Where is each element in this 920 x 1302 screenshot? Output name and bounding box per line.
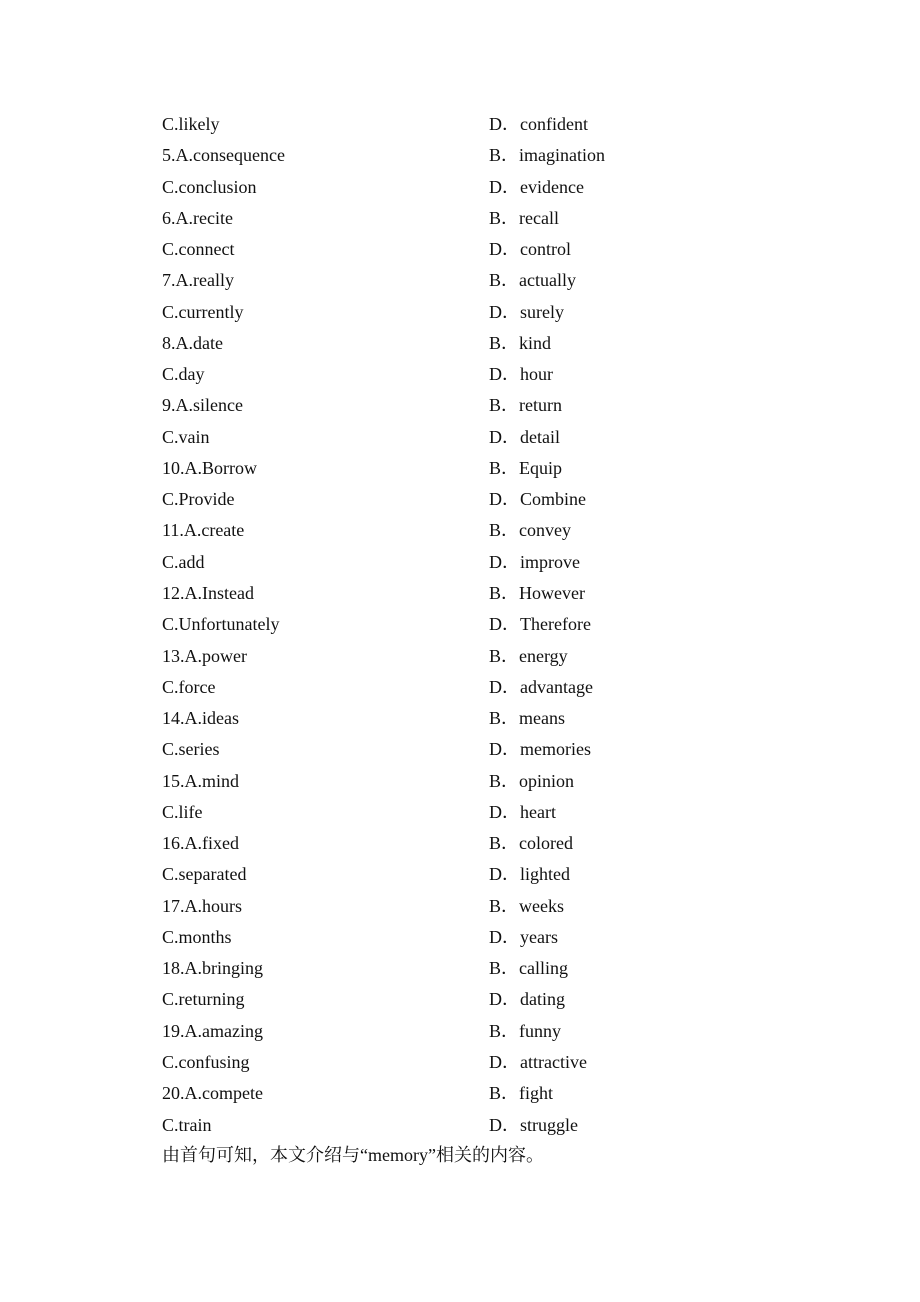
option-right: D．dating <box>489 989 565 1010</box>
option-row <box>162 610 682 641</box>
option-left: 19.A.amazing <box>162 1020 263 1041</box>
option-row <box>162 110 682 141</box>
option-right: B．weeks <box>489 895 564 916</box>
option-left: C.life <box>162 801 203 822</box>
option-right: D．attractive <box>489 1051 587 1072</box>
option-right: D．years <box>489 926 558 947</box>
option-row <box>162 704 682 735</box>
option-row <box>162 1048 682 1079</box>
option-row <box>162 141 682 172</box>
option-right: D．surely <box>489 301 564 322</box>
option-row <box>162 391 682 422</box>
option-right: D．Therefore <box>489 614 591 635</box>
option-row <box>162 454 682 485</box>
option-left: 10.A.Borrow <box>162 457 257 478</box>
option-left: 16.A.fixed <box>162 833 239 854</box>
option-left: 7.A.really <box>162 270 234 291</box>
option-row <box>162 266 682 297</box>
option-row <box>162 360 682 391</box>
option-left: 17.A.hours <box>162 895 242 916</box>
option-right: D．heart <box>489 801 556 822</box>
option-left: 15.A.mind <box>162 770 240 791</box>
option-left: C.series <box>162 739 220 760</box>
option-left: 6.A.recite <box>162 207 233 228</box>
option-left: C.force <box>162 676 216 697</box>
option-row <box>162 642 682 673</box>
option-left: 5.A.consequence <box>162 145 285 166</box>
option-row <box>162 173 682 204</box>
option-left: C.Provide <box>162 489 235 510</box>
option-right: D．struggle <box>489 1114 578 1135</box>
option-left: C.currently <box>162 301 244 322</box>
option-left: C.vain <box>162 426 210 447</box>
option-row <box>162 516 682 547</box>
option-right: B．energy <box>489 645 568 666</box>
option-right: B．However <box>489 582 585 603</box>
option-left: C.returning <box>162 989 245 1010</box>
option-left: C.confusing <box>162 1051 250 1072</box>
option-left: 11.A.create <box>162 520 245 541</box>
option-row <box>162 204 682 235</box>
option-right: D．advantage <box>489 676 593 697</box>
option-row <box>162 673 682 704</box>
option-left: C.Unfortunately <box>162 614 280 635</box>
option-row <box>162 923 682 954</box>
option-row <box>162 892 682 923</box>
option-left: C.likely <box>162 114 220 134</box>
option-row <box>162 1111 682 1142</box>
option-row <box>162 235 682 266</box>
option-row <box>162 579 682 610</box>
option-left: C.conclusion <box>162 176 257 197</box>
option-left: 14.A.ideas <box>162 708 239 729</box>
option-right: D．hour <box>489 364 553 385</box>
option-right: B．fight <box>489 1083 554 1104</box>
option-right: B．recall <box>489 207 559 228</box>
option-row <box>162 767 682 798</box>
option-right: D．control <box>489 239 571 260</box>
explanation-note: 由首句可知，本文介绍与“memory”相关的内容。 <box>162 1145 544 1165</box>
option-row <box>162 423 682 454</box>
option-row <box>162 798 682 829</box>
option-right: D．improve <box>489 551 580 572</box>
option-row <box>162 860 682 891</box>
option-left: C.separated <box>162 864 247 885</box>
option-left: 9.A.silence <box>162 395 243 416</box>
option-right: B．convey <box>489 520 571 541</box>
option-right: B．colored <box>489 833 573 854</box>
option-row <box>162 298 682 329</box>
option-row <box>162 829 682 860</box>
option-right: B．means <box>489 708 565 729</box>
option-left: C.months <box>162 926 232 947</box>
option-right: B．actually <box>489 270 576 291</box>
option-row <box>162 1017 682 1048</box>
option-left: C.train <box>162 1114 212 1135</box>
option-right: B．imagination <box>489 145 605 166</box>
option-right: D．confident <box>489 114 588 134</box>
option-right: D．detail <box>489 426 560 447</box>
option-left: C.add <box>162 551 205 572</box>
option-left: C.day <box>162 364 205 385</box>
option-row <box>162 485 682 516</box>
option-right: B．funny <box>489 1020 561 1041</box>
option-row <box>162 954 682 985</box>
option-row <box>162 985 682 1016</box>
option-right: B．calling <box>489 958 568 979</box>
option-left: C.connect <box>162 239 235 260</box>
option-right: B．kind <box>489 332 552 353</box>
option-right: D．Combine <box>489 489 586 510</box>
option-row <box>162 329 682 360</box>
option-row <box>162 735 682 766</box>
option-row <box>162 548 682 579</box>
option-left: 12.A.Instead <box>162 582 254 603</box>
option-right: B．return <box>489 395 562 416</box>
option-right: D．memories <box>489 739 591 760</box>
answer-options-list <box>162 110 682 1142</box>
option-left: 20.A.compete <box>162 1083 263 1104</box>
option-right: B．Equip <box>489 457 563 478</box>
option-row <box>162 1079 682 1110</box>
option-right: D．lighted <box>489 864 570 885</box>
option-right: D．evidence <box>489 176 584 197</box>
option-left: 13.A.power <box>162 645 247 666</box>
option-left: 18.A.bringing <box>162 958 263 979</box>
option-left: 8.A.date <box>162 332 223 353</box>
option-right: B．opinion <box>489 770 575 791</box>
